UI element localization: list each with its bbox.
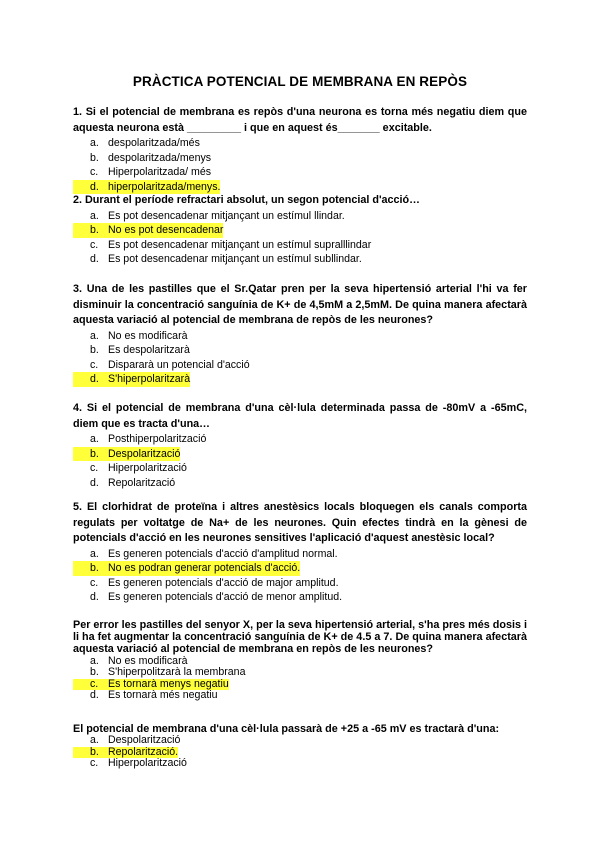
question-6 bbox=[73, 619, 527, 702]
option-letter: b. bbox=[90, 344, 99, 357]
option-text-highlighted: No es podran generar potencials d'acció. bbox=[108, 562, 301, 575]
option-text: Hiperpolarització bbox=[108, 462, 187, 475]
option-letter: c. bbox=[90, 462, 99, 475]
option-text: Es generen potencials d'acció de major amplitud. bbox=[108, 576, 339, 589]
option-c bbox=[73, 576, 527, 591]
question-1 bbox=[73, 105, 527, 194]
option-letter: d. bbox=[90, 476, 99, 489]
option-d bbox=[73, 476, 527, 491]
question-stem: El potencial de membrana d'una cèl·lula passarà de +25 a -65 mV es tractarà d'una: bbox=[73, 723, 500, 735]
option-text: No es modificarà bbox=[108, 329, 188, 342]
question-stem: Per error les pastilles del senyor X, per la seva hipertensió arterial, s'ha pres més dosis i li ha fet augmentar la concentració sanguínia de K+ de 4.5 a 7. De quina manera afectarà aquesta variació al potencial de membrana en repòs de les neurones? bbox=[73, 619, 527, 656]
option-text: despolaritzada/menys bbox=[108, 151, 212, 164]
option-letter: c. bbox=[90, 238, 99, 251]
option-c bbox=[73, 165, 527, 180]
question-stem: 4. Si el potencial de membrana d'una cèl·lula determinada passa de -80mV a -65mC, diem que es tracta d'una… bbox=[73, 402, 527, 430]
question-stem: 3. Una de les pastilles que el Sr.Qatar pren per la seva hipertensió arterial l'hi va fer disminuir la concentració sanguínia de K+ de 4,5mM a 2,5mM. De quina manera afectarà aquesta variació al potencial de membrana de repòs de les neurones? bbox=[73, 283, 527, 326]
option-d bbox=[73, 590, 527, 605]
option-text-highlighted: S'hiperpolaritzarà bbox=[108, 373, 191, 386]
option-letter: d. bbox=[90, 253, 99, 266]
option-a bbox=[73, 547, 527, 562]
option-text: Es generen potencials d'acció de menor amplitud. bbox=[108, 591, 343, 604]
option-d bbox=[73, 252, 527, 267]
option-c bbox=[73, 461, 527, 476]
option-letter: b. bbox=[73, 447, 108, 462]
option-d bbox=[73, 372, 527, 387]
option-text-highlighted: No es pot desencadenar bbox=[108, 224, 224, 237]
document-title: PRÀCTICA POTENCIAL DE MEMBRANA EN REPÒS bbox=[132, 74, 468, 89]
option-text: Es pot desencadenar mitjançant un estímul llindar. bbox=[108, 209, 345, 222]
option-b bbox=[73, 151, 527, 166]
option-text-highlighted: Repolarització. bbox=[108, 745, 179, 758]
option-a bbox=[73, 209, 527, 224]
option-a bbox=[73, 136, 527, 151]
option-text: Despolarització bbox=[108, 734, 181, 747]
option-letter: d. bbox=[90, 689, 99, 702]
option-text: Repolarització bbox=[108, 476, 176, 489]
option-letter: a. bbox=[90, 547, 99, 560]
question-stem: 5. El clorhidrat de proteïna i altres anestèsics locals bloquegen els canals comporta regulats per voltatge de Na+ de les neurones. Quin efectes tindrà en la gènesi de potencials d'acció en les neurones sensitives l'aplicació d'aquest anestèsic local? bbox=[73, 501, 527, 544]
option-c bbox=[73, 758, 527, 770]
question-3 bbox=[73, 282, 527, 387]
option-letter: c. bbox=[90, 166, 99, 179]
question-7 bbox=[73, 723, 527, 770]
options-list bbox=[73, 432, 527, 490]
options-list bbox=[73, 209, 527, 267]
option-letter: a. bbox=[90, 209, 99, 222]
option-letter: b. bbox=[73, 223, 108, 238]
option-text: Es tornarà més negatiu bbox=[108, 689, 218, 702]
option-b bbox=[73, 561, 527, 576]
option-a bbox=[73, 432, 527, 447]
question-stem: 2. Durant el període refractari absolut, un segon potencial d'acció… bbox=[73, 194, 420, 206]
option-letter: a. bbox=[90, 137, 99, 149]
option-text-highlighted: Es tornarà menys negatiu bbox=[108, 677, 229, 690]
option-d bbox=[73, 690, 527, 702]
option-a bbox=[73, 329, 527, 344]
options-list bbox=[73, 329, 527, 387]
option-text: Es pot desencadenar mitjançant un estímul supralllindar bbox=[108, 238, 372, 251]
option-text: Hiperpolarització bbox=[108, 757, 187, 770]
option-text: Es pot desencadenar mitjançant un estímul subllindar. bbox=[108, 253, 362, 266]
option-letter: c. bbox=[90, 358, 99, 371]
option-text: S'hiperpolitzarà la membrana bbox=[108, 666, 246, 679]
option-b bbox=[73, 447, 527, 462]
option-letter: b. bbox=[73, 561, 108, 576]
option-text: No es modificarà bbox=[108, 654, 188, 667]
option-letter: a. bbox=[90, 734, 99, 747]
option-letter: b. bbox=[73, 747, 108, 759]
options-list bbox=[73, 547, 527, 605]
option-text: Hiperpolaritzada/ més bbox=[108, 166, 212, 179]
option-letter: a. bbox=[90, 329, 99, 342]
option-letter: a. bbox=[90, 654, 99, 667]
question-5 bbox=[73, 500, 527, 605]
option-letter: d. bbox=[90, 591, 99, 604]
option-b bbox=[73, 223, 527, 238]
option-letter: b. bbox=[90, 151, 99, 164]
options-list bbox=[73, 136, 527, 194]
question-2 bbox=[73, 193, 527, 267]
option-c bbox=[73, 238, 527, 253]
option-text: Posthiperpolarització bbox=[108, 433, 207, 445]
option-c bbox=[73, 358, 527, 373]
option-b bbox=[73, 343, 527, 358]
question-4 bbox=[73, 401, 527, 490]
option-text: Es generen potencials d'acció d'amplitud normal. bbox=[108, 547, 338, 560]
option-text-highlighted: Despolarització bbox=[108, 447, 181, 460]
option-letter: c. bbox=[90, 757, 99, 770]
option-text: despolaritzada/més bbox=[108, 137, 200, 149]
option-letter: d. bbox=[73, 372, 108, 387]
options-list bbox=[73, 656, 527, 702]
option-text: Es despolaritzarà bbox=[108, 344, 190, 357]
option-letter: c. bbox=[73, 679, 108, 691]
options-list bbox=[73, 735, 527, 770]
option-letter: a. bbox=[90, 433, 99, 445]
option-letter: c. bbox=[90, 576, 99, 589]
option-letter: d. bbox=[73, 180, 108, 195]
question-stem: 1. Si el potencial de membrana es repòs d'una neurona es torna més negatiu diem que aquesta neurona està _________ i que en aquest és_______ excitable. bbox=[73, 106, 527, 134]
option-text-highlighted: hiperpolaritzada/menys. bbox=[108, 180, 221, 193]
option-letter: b. bbox=[90, 666, 99, 679]
option-text: Dispararà un potencial d'acció bbox=[108, 358, 250, 371]
